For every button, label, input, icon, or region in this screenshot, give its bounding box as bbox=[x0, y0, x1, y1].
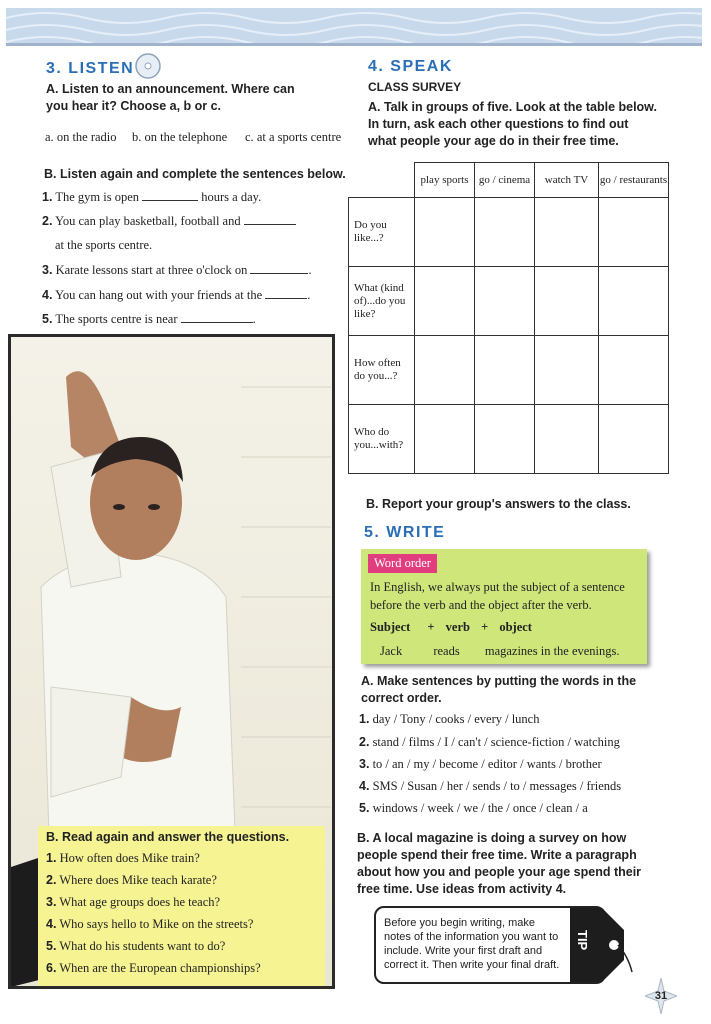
write-a-instruction: A. Make sentences by putting the words in the correct order. bbox=[361, 674, 637, 705]
table-cell[interactable] bbox=[535, 336, 599, 405]
class-survey-subheading: CLASS SURVEY bbox=[368, 80, 462, 94]
column-header: go / restaurants bbox=[599, 163, 669, 198]
sentence-4: 4. You can hang out with your friends at the . bbox=[42, 288, 311, 302]
column-header: watch TV bbox=[535, 163, 599, 198]
write-heading: 5. WRITE bbox=[364, 524, 446, 541]
sentence-1: 1. The gym is open hours a day. bbox=[42, 190, 262, 204]
question-4: 4. Who says hello to Mike on the streets? bbox=[46, 917, 254, 931]
sentence-5: 5. The sports centre is near . bbox=[42, 312, 256, 326]
sentence-2-cont: at the sports centre. bbox=[55, 238, 153, 252]
row-header: How often do you...? bbox=[349, 336, 415, 405]
answer-blank[interactable] bbox=[265, 289, 307, 299]
row-header: What (kind of)...do you like? bbox=[349, 267, 415, 336]
row-header: Who do you...with? bbox=[349, 405, 415, 474]
top-banner bbox=[6, 8, 702, 46]
column-header: play sports bbox=[415, 163, 475, 198]
question-6: 6. When are the European championships? bbox=[46, 961, 261, 975]
table-cell[interactable] bbox=[535, 198, 599, 267]
row-header: Do you like...? bbox=[349, 198, 415, 267]
question-5: 5. What do his students want to do? bbox=[46, 939, 226, 953]
scrambled-5: 5. windows / week / we / the / once / clean / a bbox=[359, 801, 588, 815]
table-cell[interactable] bbox=[475, 405, 535, 474]
example-row: Jack reads magazines in the evenings. bbox=[380, 644, 620, 658]
table-corner bbox=[349, 163, 415, 198]
answer-blank[interactable] bbox=[142, 191, 198, 201]
scrambled-2: 2. stand / films / I / can't / science-fiction / watching bbox=[359, 735, 620, 749]
table-cell[interactable] bbox=[599, 267, 669, 336]
answer-blank[interactable] bbox=[244, 215, 296, 225]
table-cell[interactable] bbox=[475, 267, 535, 336]
listen-heading: 3. LISTEN bbox=[46, 60, 135, 77]
table-cell[interactable] bbox=[415, 336, 475, 405]
question-2: 2. Where does Mike teach karate? bbox=[46, 873, 217, 887]
table-cell[interactable] bbox=[599, 405, 669, 474]
sentence-3: 3. Karate lessons start at three o'clock on . bbox=[42, 263, 312, 277]
word-order-text: In English, we always put the subject of a sentence before the verb and the object after the verb. bbox=[370, 580, 625, 612]
table-cell[interactable] bbox=[475, 336, 535, 405]
speak-a-instruction: A. Talk in groups of five. Look at the table below. In turn, ask each other questions to find out what people your age do in their free time. bbox=[368, 100, 657, 148]
table-cell[interactable] bbox=[415, 198, 475, 267]
table-cell[interactable] bbox=[415, 405, 475, 474]
scrambled-4: 4. SMS / Susan / her / sends / to / messages / friends bbox=[359, 779, 622, 793]
option-c[interactable]: c. at a sports centre bbox=[245, 130, 342, 144]
tip-label: TIP bbox=[575, 930, 590, 951]
wave-pattern bbox=[6, 8, 702, 46]
table-cell[interactable] bbox=[535, 405, 599, 474]
tip-text: Before you begin writing, make notes of the information you want to include. Write your first draft and correct it. Then write your final draft. bbox=[384, 917, 560, 971]
question-3: 3. What age groups does he teach? bbox=[46, 895, 221, 909]
table-cell[interactable] bbox=[535, 267, 599, 336]
column-header: go / cinema bbox=[475, 163, 535, 198]
listen-a-instruction: A. Listen to an announcement. Where can you hear it? Choose a, b or c. bbox=[46, 82, 295, 113]
formula-row: Subject + verb + object bbox=[370, 620, 532, 634]
table-cell[interactable] bbox=[599, 336, 669, 405]
table-cell[interactable] bbox=[475, 198, 535, 267]
scrambled-3: 3. to / an / my / become / editor / wants / brother bbox=[359, 757, 602, 771]
table-cell[interactable] bbox=[599, 198, 669, 267]
answer-blank[interactable] bbox=[250, 264, 308, 274]
answer-blank[interactable] bbox=[181, 313, 253, 323]
speak-heading: 4. SPEAK bbox=[368, 58, 453, 75]
read-instruction: B. Read again and answer the questions. bbox=[46, 830, 290, 844]
class-survey-table bbox=[348, 162, 669, 474]
cd-icon bbox=[134, 52, 162, 80]
option-a[interactable]: a. on the radio bbox=[45, 130, 117, 144]
listen-b-instruction: B. Listen again and complete the sentences below. bbox=[44, 167, 346, 181]
speak-b-instruction: B. Report your group's answers to the class. bbox=[366, 497, 631, 511]
word-order-label: Word order bbox=[368, 554, 437, 573]
write-b-instruction: B. A local magazine is doing a survey on how people spend their free time. Write a paragraph about how you and people your age spend their free time. Use ideas from activity 4. bbox=[357, 831, 642, 896]
sentence-2: 2. You can play basketball, football and bbox=[42, 213, 296, 229]
option-b[interactable]: b. on the telephone bbox=[132, 130, 228, 144]
question-1: 1. How often does Mike train? bbox=[46, 851, 200, 865]
page-number: 31 bbox=[654, 990, 668, 1002]
read-questions-box bbox=[38, 826, 325, 986]
table-cell[interactable] bbox=[415, 267, 475, 336]
scrambled-1: 1. day / Tony / cooks / every / lunch bbox=[359, 712, 540, 726]
